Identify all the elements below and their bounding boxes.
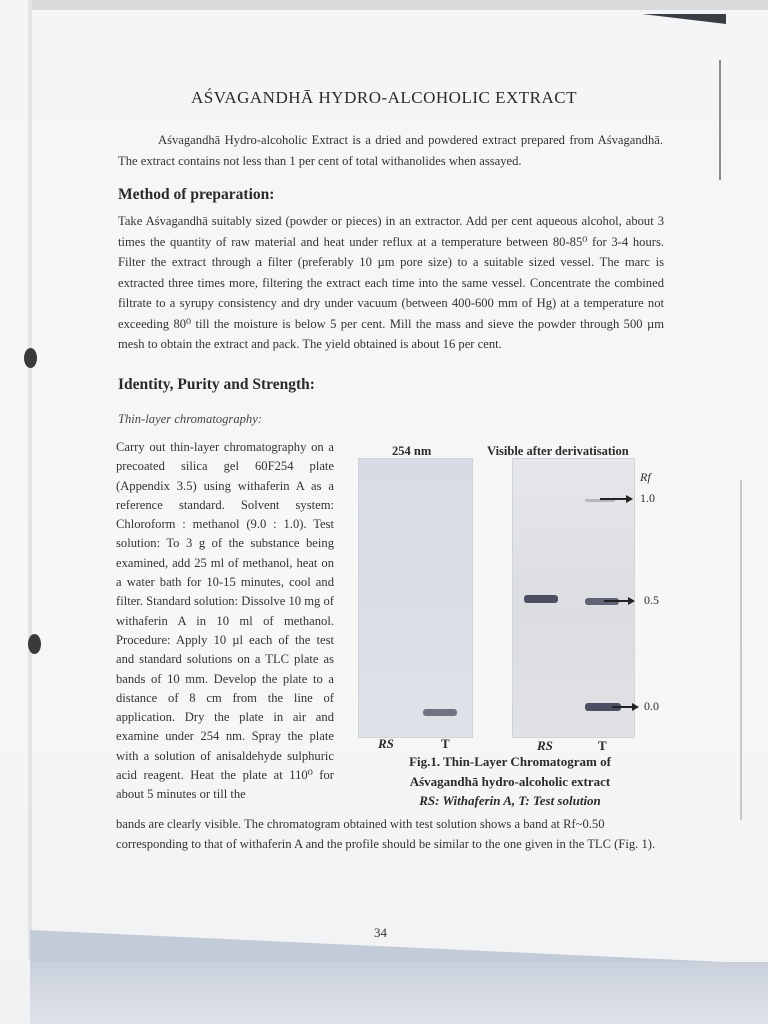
- lane-rs-visible: RS: [537, 738, 553, 753]
- tlc-paragraph: Carry out thin-layer chromatography on a precoated silica gel 60F254 plate (Appendix 3.5) using withaferin A as a reference standard. Solvent system: Chloroform : methanol (9.0 : 1.0). Test solution: To 3 g of the substance being examined, add 25 ml of methanol, heat on a water bath for 10-15 minutes, cool and filter. Standard solution: Dissolve 10 mg of withaferin A in 10 ml of methanol. Procedure: Apply 10 µl each of the test and standard solutions on a TLC plate as bands of 10 mm. Develop the plate to a distance of 8 cm from the line of application. Dry the plate in air and examine under 254 nm. Spray the plate with a solution of anisaldehyde sulphuric acid reagent. Heat the plate at 110⁰ for about 5 minutes or till the: [116, 440, 334, 802]
- rf-arrow-head: [626, 495, 633, 503]
- method-heading: Method of preparation:: [118, 186, 275, 203]
- identity-heading: Identity, Purity and Strength:: [118, 376, 315, 393]
- rf-tick-0: 0.0: [644, 699, 659, 713]
- rf-arrow-1: [600, 498, 626, 500]
- caption-line-3: RS: Withaferin A, T: Test solution: [419, 793, 601, 808]
- intro-paragraph: Aśvagandhā Hydro-alcoholic Extract is a dried and powdered extract prepared from Aśvagandhā. The extract contains not less than 1 per cent of total withanolides when assayed.: [118, 133, 663, 168]
- page-title: AŚVAGANDHĀ HYDRO-ALCOHOLIC EXTRACT: [191, 88, 577, 107]
- punch-hole: [28, 634, 41, 654]
- page-bottom-edge: [30, 962, 768, 1024]
- tlc-tail-paragraph: bands are clearly visible. The chromatogram obtained with test solution shows a band at Rf~0.50 corresponding to that of withaferin A and the profile should be similar to the one given in the TLC (Fig. 1).: [116, 817, 656, 851]
- page-number: 34: [374, 925, 387, 940]
- rf-tick-05: 0.5: [644, 593, 659, 607]
- page-edge-mark: [719, 60, 721, 180]
- caption-line-1: Fig.1. Thin-Layer Chromatogram of: [409, 754, 611, 769]
- page-edge-mark: [740, 480, 742, 820]
- rf-arrow-0: [612, 706, 632, 708]
- lane-t-254: T: [441, 736, 450, 751]
- tlc-plate-visible: [512, 458, 635, 738]
- rf-arrow-head: [628, 597, 635, 605]
- rf-arrow-head: [632, 703, 639, 711]
- tlc-band-rs: [524, 595, 558, 603]
- page-edge-left: [28, 0, 32, 960]
- punch-hole: [24, 348, 37, 368]
- page-corner-fold: [642, 14, 726, 24]
- lane-t-visible: T: [598, 738, 607, 753]
- tlc-plate-254nm: [358, 458, 473, 738]
- tlc-band: [423, 709, 457, 716]
- page-curl: [30, 930, 768, 964]
- lane-rs-254: RS: [378, 736, 394, 751]
- page-edge-top: [30, 0, 768, 10]
- figure-caption: [380, 752, 640, 811]
- method-paragraph: Take Aśvagandhā suitably sized (powder or pieces) in an extractor. Add per cent aqueous alcohol, about 3 times the quantity of raw material and heat under reflux at a temperature between 80-85⁰ for 3-4 hours. Filter the extract through a filter (preferably 10 µm pore size) to a suitable sized vessel. The marc is extracted three times more, filtering the extract each time into the same vessel. Concentrate the combined filtrate to a syrupy consistency and dry under vacuum (between 400-600 mm of Hg) at a temperature not exceeding 80⁰ till the moisture is below 5 per cent. Mill the mass and sieve the powder through 500 µm mesh to obtain the extract and pack. The yield obtained is about 16 per cent.: [118, 214, 664, 351]
- rf-tick-1: 1.0: [640, 491, 655, 505]
- rf-header: Rf: [640, 470, 651, 484]
- caption-line-2: Aśvagandhā hydro-alcoholic extract: [409, 773, 611, 789]
- label-254nm: 254 nm: [392, 444, 432, 458]
- tlc-subheading: Thin-layer chromatography:: [118, 412, 262, 426]
- label-visible: Visible after derivatisation: [487, 444, 629, 458]
- rf-arrow-05: [604, 600, 628, 602]
